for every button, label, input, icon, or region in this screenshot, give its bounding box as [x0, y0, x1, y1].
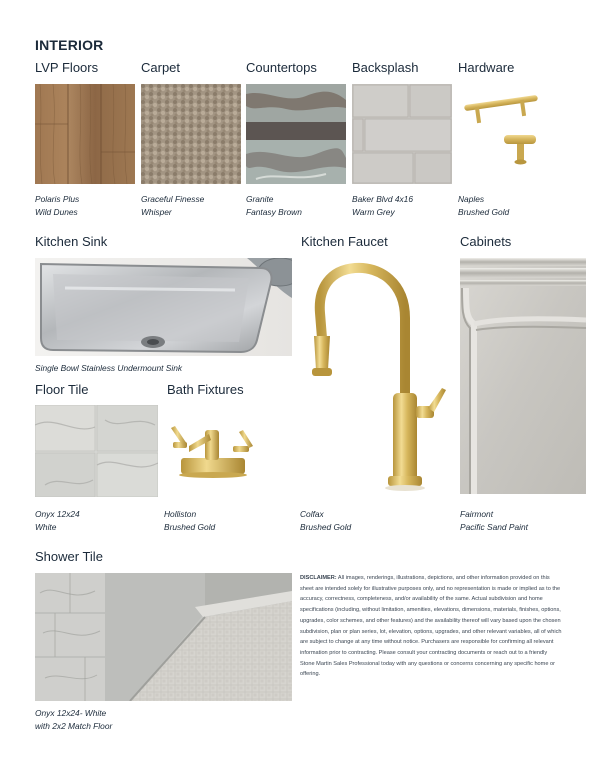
carpet-swatch	[141, 84, 241, 184]
floor-tile-name: Onyx 12x24	[35, 509, 80, 519]
countertops-caption	[246, 193, 302, 219]
countertops-name: Granite	[246, 194, 274, 204]
lvp-floors-caption	[35, 193, 79, 219]
countertops-color: Fantasy Brown	[246, 207, 302, 217]
disclaimer-text	[300, 573, 562, 680]
bath-fixtures-image	[167, 412, 259, 482]
backsplash-heading: Backsplash	[352, 60, 419, 75]
countertops-swatch	[246, 84, 346, 184]
kitchen-faucet-caption	[300, 508, 351, 534]
floor-tile-swatch	[35, 405, 158, 497]
hardware-heading: Hardware	[458, 60, 515, 75]
shower-tile-heading: Shower Tile	[35, 549, 103, 564]
hardware-caption	[458, 193, 509, 219]
lvp-floors-name: Polaris Plus	[35, 194, 80, 204]
backsplash-caption	[352, 193, 413, 219]
backsplash-swatch	[352, 84, 452, 184]
shower-tile-floor: with 2x2 Match Floor	[35, 721, 113, 731]
cabinets-heading: Cabinets	[460, 234, 512, 249]
bath-fixtures-name: Holliston	[164, 509, 197, 519]
disclaimer-body: All images, renderings, illustrations, depictions, and other information provided on this sheet are intended solely for illustrative purposes only, and no representation is made or implied as to the accuracy, correctness, completeness, and/or availability of the same. Actual subdivision and home specifications (including, without limitation, amenities, elevations, dimensions, materials, finishes, options, upgrades, color schemes, and other features) and the availability thereof will vary based upon the chosen subdivision, plan or plan series, lot, elevation, options, upgrades, and other relevant variables, all of which are subject to change at any time without notice. Purchasers are responsible for confirming all relevant information prior to contracting. Please consult your contracting documents or reach out to a friendly Stone Martin Sales Professional today with any questions or concerns concerning any specific home or offering.	[300, 575, 562, 678]
floor-tile-heading: Floor Tile	[35, 382, 89, 397]
kitchen-faucet-image	[300, 258, 450, 493]
bath-fixtures-caption	[164, 508, 215, 534]
carpet-name: Graceful Finesse	[141, 194, 205, 204]
hardware-name: Naples	[458, 194, 485, 204]
kitchen-sink-image	[35, 258, 292, 356]
bath-fixtures-color: Brushed Gold	[164, 522, 216, 532]
backsplash-name: Baker Blvd 4x16	[352, 194, 413, 204]
carpet-caption	[141, 193, 204, 219]
floor-tile-caption	[35, 508, 80, 534]
kitchen-faucet-heading: Kitchen Faucet	[301, 234, 388, 249]
backsplash-color: Warm Grey	[352, 207, 395, 217]
cabinets-name: Fairmont	[460, 509, 494, 519]
lvp-floors-color: Wild Dunes	[35, 207, 78, 217]
page-title: INTERIOR	[35, 37, 104, 53]
floor-tile-color: White	[35, 522, 57, 532]
bath-fixtures-heading: Bath Fixtures	[167, 382, 244, 397]
kitchen-sink-caption: Single Bowl Stainless Undermount Sink	[35, 363, 183, 373]
lvp-floors-swatch	[35, 84, 135, 184]
countertops-heading: Countertops	[246, 60, 317, 75]
kitchen-faucet-color: Brushed Gold	[300, 522, 352, 532]
disclaimer-label: DISCLAIMER:	[300, 575, 337, 581]
hardware-image	[458, 84, 558, 184]
hardware-color: Brushed Gold	[458, 207, 510, 217]
shower-tile-name: Onyx 12x24- White	[35, 708, 107, 718]
cabinets-caption	[460, 508, 528, 534]
carpet-color: Whisper	[141, 207, 172, 217]
carpet-heading: Carpet	[141, 60, 181, 75]
shower-tile-image	[35, 573, 292, 701]
kitchen-faucet-name: Colfax	[300, 509, 324, 519]
kitchen-sink-heading: Kitchen Sink	[35, 234, 108, 249]
lvp-floors-heading: LVP Floors	[35, 60, 99, 75]
cabinets-color: Pacific Sand Paint	[460, 522, 528, 532]
cabinets-swatch	[460, 258, 586, 494]
shower-tile-caption	[35, 707, 112, 733]
